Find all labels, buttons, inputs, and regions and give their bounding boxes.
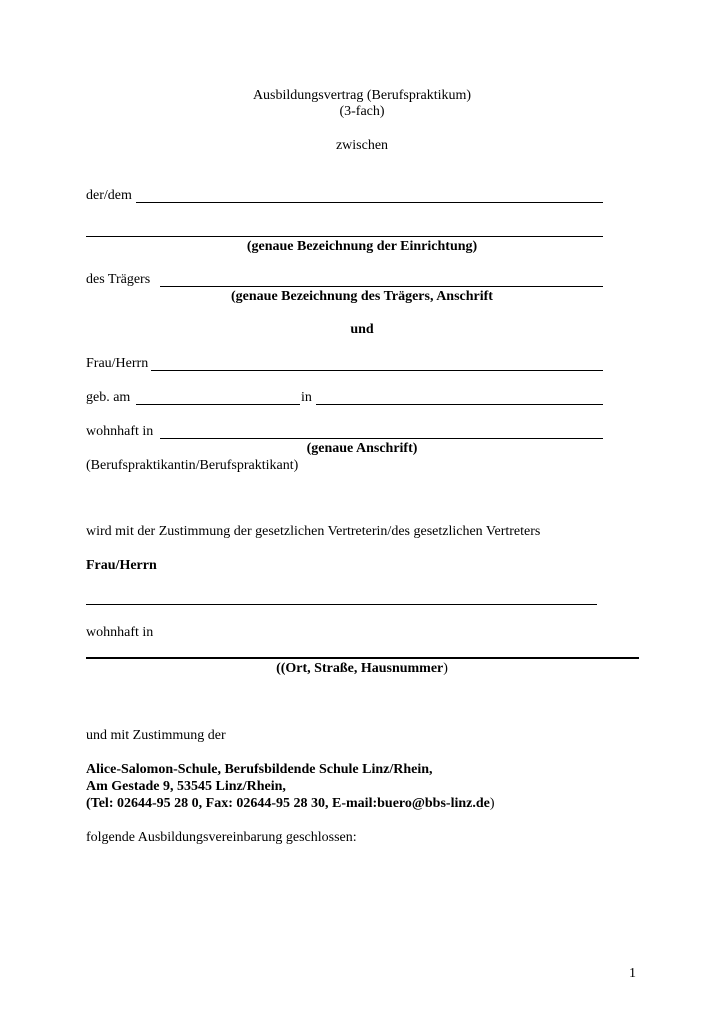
and-text: und [350, 322, 374, 337]
copies-note: (3-fach) [339, 104, 385, 119]
born-date-line [136, 404, 300, 405]
guardian-address-hint-bold: ((Ort, Straße, Hausnummer [276, 661, 444, 676]
school-name: Alice-Salomon-Schule, Berufsbildende Schule Linz/Rhein, [86, 762, 433, 777]
address-hint: (genaue Anschrift) [306, 441, 418, 456]
born-label: geb. am [86, 390, 131, 405]
person-label: Frau/Herrn [86, 356, 149, 371]
school-address: Am Gestade 9, 53545 Linz/Rhein, [86, 779, 286, 794]
closing-text: folgende Ausbildungsvereinbarung geschlossen: [86, 830, 357, 845]
contract-title: Ausbildungsvertrag (Berufspraktikum) [252, 88, 472, 103]
school-contact [86, 796, 495, 812]
between-text: zwischen [335, 138, 389, 153]
school-contact-bold: (Tel: 02644-95 28 0, Fax: 02644-95 28 30, E-mail:buero@bbs-linz.de [86, 796, 490, 811]
facility-line-2 [86, 236, 603, 237]
facility-hint: (genaue Bezeichnung der Einrichtung) [246, 239, 478, 254]
intern-role: (Berufspraktikantin/Berufspraktikant) [86, 458, 299, 473]
facility-label: der/dem [86, 188, 132, 203]
school-consent: und mit Zustimmung der [86, 728, 226, 743]
birthplace-line [316, 404, 603, 405]
birthplace-label: in [301, 390, 312, 405]
page-number: 1 [629, 966, 636, 981]
guardian-label: Frau/Herrn [86, 558, 157, 573]
carrier-label: des Trägers [86, 272, 151, 287]
consent-text: wird mit der Zustimmung der gesetzlichen Vertreterin/des gesetzlichen Vertreters [86, 524, 541, 539]
carrier-line [160, 286, 603, 287]
guardian-address-hint [86, 661, 638, 677]
facility-line [136, 202, 603, 203]
guardian-address-hint-close: ) [443, 661, 448, 676]
guardian-residence-label: wohnhaft in [86, 625, 154, 640]
residence-line [160, 438, 603, 439]
carrier-hint: (genaue Bezeichnung des Trägers, Anschrift [231, 289, 493, 304]
person-line [151, 370, 603, 371]
residence-label: wohnhaft in [86, 424, 154, 439]
guardian-address-line [86, 657, 639, 659]
guardian-name-line [86, 604, 597, 605]
school-contact-close: ) [489, 796, 495, 811]
